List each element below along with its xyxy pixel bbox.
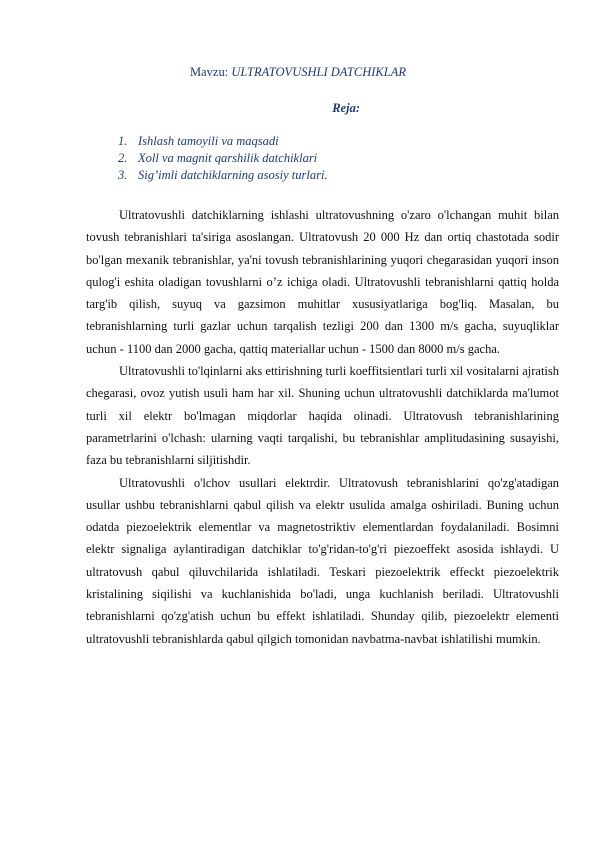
- plan-item-number: 2.: [118, 151, 128, 165]
- plan-item-number: 3.: [118, 168, 128, 182]
- title-topic: ULTRATOVUSHLI DATCHIKLAR: [231, 65, 406, 79]
- plan-heading: Reja:: [332, 101, 360, 115]
- plan-item-text: Sig’imli datchiklarning asosiy turlari.: [138, 168, 328, 182]
- title-prefix: Mavzu:: [190, 65, 232, 79]
- plan-item: [118, 167, 328, 184]
- body-paragraph: Ultratovushli datchiklarning ishlashi ultratovushning o'zaro o'lchangan muhit bilan tovush tebranishlari ta'siriga asoslangan. Ultratovush 20 000 Hz dan ortiq chastotada sodir bo'lgan mexanik tebranishlar, ya'ni tovush tebranishlarining yuqori chegarasidan yuqori inson qulog'i eshita oladigan tovushlarni o’z ichiga oladi. Ultratovushli tebranishlarni qattiq holda targ'ib qilish, suyuq va gazsimon muhitlar xususiyatlariga bog'liq. Masalan, bu tebranishlarning turli gazlar uchun tarqalish tezligi 200 dan 1300 m/s gacha, suyuqliklar uchun - 1100 dan 2000 gacha, qattiq materiallar uchun - 1500 dan 8000 m/s gacha.: [86, 208, 559, 356]
- plan-item-text: Ishlash tamoyili va maqsadi: [138, 134, 279, 148]
- body-paragraph: Ultratovushli to'lqinlarni aks ettirishning turli koeffitsientlari turli xil vositalarni ajratish chegarasi, ovoz yutish usuli ham har xil. Shuning uchun ultratovushli datchiklarda ma'lumot turli xil elektr bo'lmagan miqdorlar haqida olinadi. Ultratovush tebranishlarining parametrlarini o'lchash: ularning vaqti tarqalishi, bu tebranishlar amplitudasining susayishi, faza bu tebranishlarni siljitishdir.: [86, 364, 559, 468]
- plan-item-number: 1.: [118, 134, 128, 148]
- document-title: [0, 65, 596, 80]
- plan-item: [118, 150, 328, 167]
- plan-item-text: Xoll va magnit qarshilik datchiklari: [138, 151, 318, 165]
- plan-list: [118, 133, 328, 184]
- document-body: [86, 204, 559, 650]
- body-paragraph: Ultratovushli o'lchov usullari elektrdir. Ultratovush tebranishlarini qo'zg'atadigan usullar ushbu tebranishlarni qabul qilish va elektr usulida amalga oshiriladi. Buning uchun odatda piezoelektrik elementlar va magnetostriktiv elementlardan foydalaniladi. Bosimni elektr signaliga aylantiradigan datchiklar to'g'ridan-to'g'ri piezoeffekt asosida ishlaydi. U ultratovush qabul qiluvchilarida ishlatiladi. Teskari piezoelektrik effeckt piezoelektrik kristalining siqilishi va kuchlanishida bo'ladi, unga kuchlanish beriladi. Ultratovushli tebranishlarni qo'zg'atish uchun bu effekt ishlatiladi. Shunday qilib, piezoelektr elementi ultratovushli tebranishlarda qabul qilgich tomonidan navbatma-navbat ishlatilishi mumkin.: [86, 475, 559, 646]
- plan-item: [118, 133, 328, 150]
